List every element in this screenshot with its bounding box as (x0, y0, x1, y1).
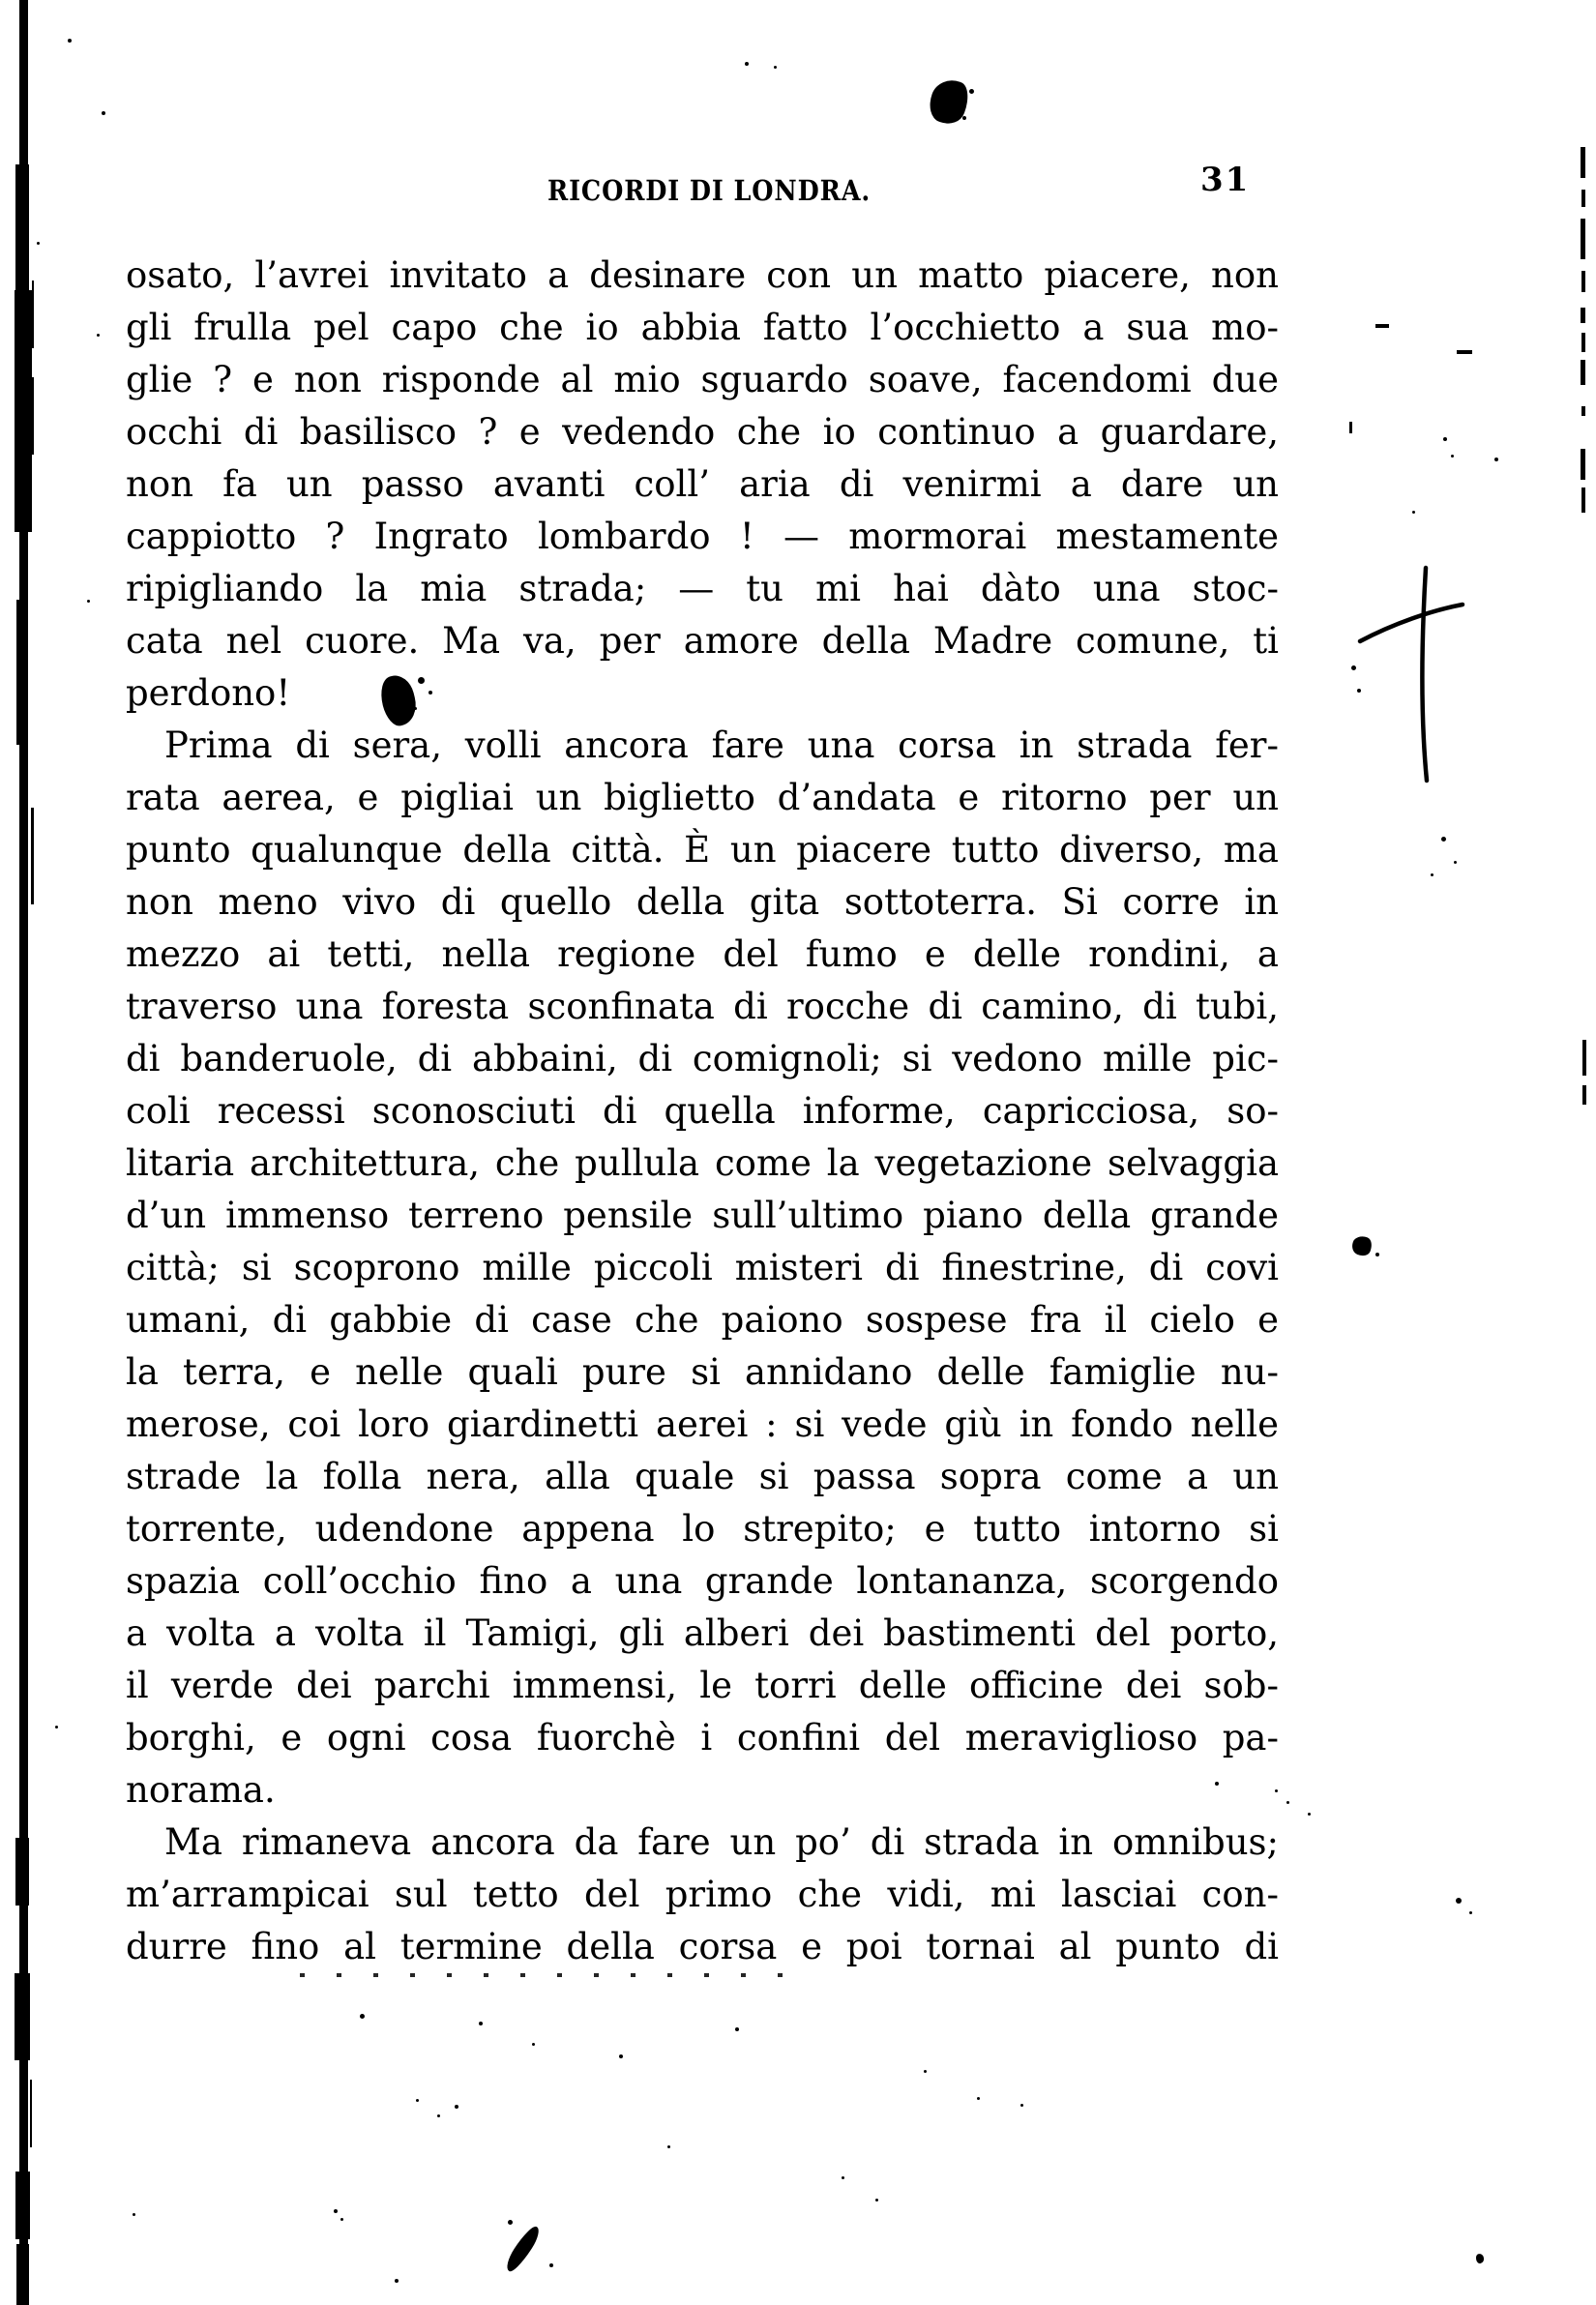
ink-speck (1286, 1801, 1289, 1804)
binding-shadow-bump (15, 290, 32, 532)
text-line: la terra, e nelle quali pure si annidano delle famiglie nu- (126, 1351, 1279, 1393)
ink-speck (429, 691, 432, 694)
ink-speck (37, 242, 40, 245)
ink-speck (334, 2209, 338, 2213)
text-line: strade la folla nera, alla quale si passa sopra come a un (126, 1456, 1279, 1497)
ink-speck (1375, 1253, 1379, 1256)
ink-speck (1412, 511, 1415, 514)
ink-speck (962, 116, 966, 120)
page-number: 31 (1200, 161, 1251, 199)
text-line: non meno vivo di quello della gita sottoterra. Si corre in (126, 881, 1279, 923)
text-line: ripigliando la mia strada; — tu mi hai dàto una stoc- (126, 568, 1279, 609)
text-line: traverso una foresta sconfinata di rocche di camino, di tubi, (126, 986, 1279, 1027)
ink-speck (133, 2213, 135, 2216)
scan-artifact-line (1582, 1040, 1586, 1076)
text-line: merose, coi loro giardinetti aerei : si vede giù in fondo nelle (126, 1404, 1279, 1445)
text-line: punto qualunque della città. È un piacere tutto diverso, ma (126, 829, 1279, 871)
ink-speck (97, 334, 100, 337)
binding-shadow-bump (15, 164, 29, 290)
ink-speck (479, 2022, 483, 2025)
ink-speck (1357, 689, 1361, 693)
ink-speck (969, 89, 974, 94)
ink-speck (360, 2014, 365, 2019)
ink-speck (340, 2218, 343, 2221)
ink-speck (395, 2279, 399, 2283)
ink-speck (68, 39, 72, 43)
ink-speck (774, 66, 777, 69)
running-header: RICORDI DI LONDRA. (547, 174, 872, 207)
binding-shadow-bump (15, 1973, 30, 2060)
scan-artifact-line (1581, 219, 1585, 259)
text-line: occhi di basilisco ? e vedendo che io continuo a guardare, (126, 411, 1279, 453)
ink-speck (1275, 1789, 1278, 1792)
text-line: torrente, udendone appena lo strepito; e tutto intorno si (126, 1508, 1279, 1550)
ink-speck (549, 2263, 553, 2267)
text-line: gli frulla pel capo che io abbia fatto l’occhietto a sua mo- (126, 307, 1279, 348)
scan-artifact-line (1581, 190, 1585, 207)
text-line: litaria architettura, che pullula come la vegetazione selvaggia (126, 1142, 1279, 1184)
ink-speck (745, 62, 749, 66)
scan-artifact-line (1581, 360, 1585, 385)
text-line: città; si scoprono mille piccoli misteri di finestrine, di covi (126, 1247, 1279, 1288)
ink-speck (977, 2097, 980, 2100)
ink-speck (667, 2145, 670, 2148)
ink-speck (924, 2070, 927, 2073)
ink-tick (1349, 422, 1352, 433)
ink-dash (1457, 350, 1472, 354)
ink-speck (1494, 458, 1498, 461)
text-line: m’arrampicai sul tetto del primo che vidi, mi lasciai con- (126, 1874, 1279, 1915)
text-line: mezzo ai tetti, nella regione del fumo e delle rondini, a (126, 933, 1279, 975)
ink-speck (87, 600, 90, 603)
text-line: durre fino al termine della corsa e poi tornai al punto di (126, 1926, 1279, 1967)
ink-speck (1431, 873, 1433, 876)
scan-artifact-line (1581, 271, 1585, 292)
binding-shadow-bump (16, 2244, 29, 2305)
scan-artifact-line (1581, 488, 1585, 513)
ink-speck (414, 707, 417, 710)
ink-blot (924, 74, 973, 129)
ink-blot (1349, 1233, 1374, 1258)
ink-dash (1375, 324, 1389, 328)
text-line: glie ? e non risponde al mio sguardo soave, facendomi due (126, 359, 1279, 400)
text-line: cata nel cuore. Ma va, per amore della Madre comune, ti (126, 620, 1279, 662)
ink-speck (508, 2220, 513, 2225)
text-line: di banderuole, di abbaini, di comignoli; si vedono mille pic- (126, 1038, 1279, 1079)
ink-speck (1456, 1898, 1462, 1904)
binding-scratch (31, 808, 34, 904)
text-line: umani, di gabbie di case che paiono sospese fra il cielo e (126, 1299, 1279, 1341)
text-line: cappiotto ? Ingrato lombardo ! — mormorai mestamente (126, 516, 1279, 557)
ink-speck (1351, 665, 1356, 670)
ink-speck (1308, 1813, 1311, 1816)
ink-speck (1443, 437, 1447, 441)
binding-shadow-bump (15, 2172, 30, 2239)
ink-speck (532, 2043, 535, 2046)
text-line: norama. (126, 1769, 276, 1811)
scan-artifact-line (1581, 449, 1585, 480)
ink-speck (418, 677, 425, 684)
ink-speck (1454, 861, 1457, 864)
binding-shadow-bump (15, 1838, 29, 1906)
ink-speck (455, 2105, 458, 2109)
ink-speck (1441, 837, 1446, 842)
text-line: spazia coll’occhio fino a una grande lontananza, scorgendo (126, 1560, 1279, 1602)
text-line: d’un immenso terreno pensile sull’ultimo piano della grande (126, 1195, 1279, 1236)
text-line: borghi, e ogni cosa fuorchè i confini del meraviglioso pa- (126, 1717, 1279, 1758)
text-line: non fa un passo avanti coll’ aria di venirmi a dare un (126, 463, 1279, 505)
text-line: osato, l’avrei invitato a desinare con un matto piacere, non (126, 254, 1279, 296)
binding-shadow-bump (16, 600, 28, 745)
ink-speck (416, 2099, 419, 2102)
scan-artifact-line (1581, 308, 1585, 323)
pencil-cross-mark (1345, 556, 1480, 798)
ink-speck (619, 2054, 623, 2058)
ink-blot (503, 2223, 544, 2274)
scan-artifact-dots (300, 1973, 793, 1977)
ink-speck (1215, 1782, 1219, 1786)
ink-speck (1469, 1911, 1472, 1914)
text-line: Ma rimaneva ancora da fare un po’ di strada in omnibus; (164, 1821, 1279, 1863)
ink-speck (1020, 2104, 1023, 2107)
scan-artifact-line (1581, 406, 1585, 416)
ink-speck (437, 2114, 440, 2117)
ink-speck (102, 111, 105, 115)
text-line: a volta a volta il Tamigi, gli alberi dei bastimenti del porto, (126, 1612, 1279, 1654)
text-line: rata aerea, e pigliai un biglietto d’andata e ritorno per un (126, 777, 1279, 818)
scan-artifact-line (1582, 1085, 1586, 1105)
ink-speck (1451, 455, 1454, 458)
ink-speck (875, 2199, 878, 2202)
ink-speck (55, 1726, 58, 1729)
ink-speck (1475, 2253, 1485, 2264)
text-line: il verde dei parchi immensi, le torri delle officine dei sob- (126, 1665, 1279, 1706)
text-block (126, 250, 1279, 1973)
text-line: perdono! (126, 672, 291, 714)
binding-scratch (30, 2080, 32, 2147)
ink-speck (842, 2176, 844, 2179)
binding-scratch (32, 377, 34, 455)
binding-scratch (32, 281, 34, 348)
scan-artifact-line (1581, 333, 1585, 352)
text-line: coli recessi sconosciuti di quella informe, capricciosa, so- (126, 1090, 1279, 1132)
ink-speck (735, 2027, 739, 2031)
text-line: Prima di sera, volli ancora fare una corsa in strada fer- (164, 724, 1279, 766)
scan-artifact-line (1581, 147, 1585, 178)
